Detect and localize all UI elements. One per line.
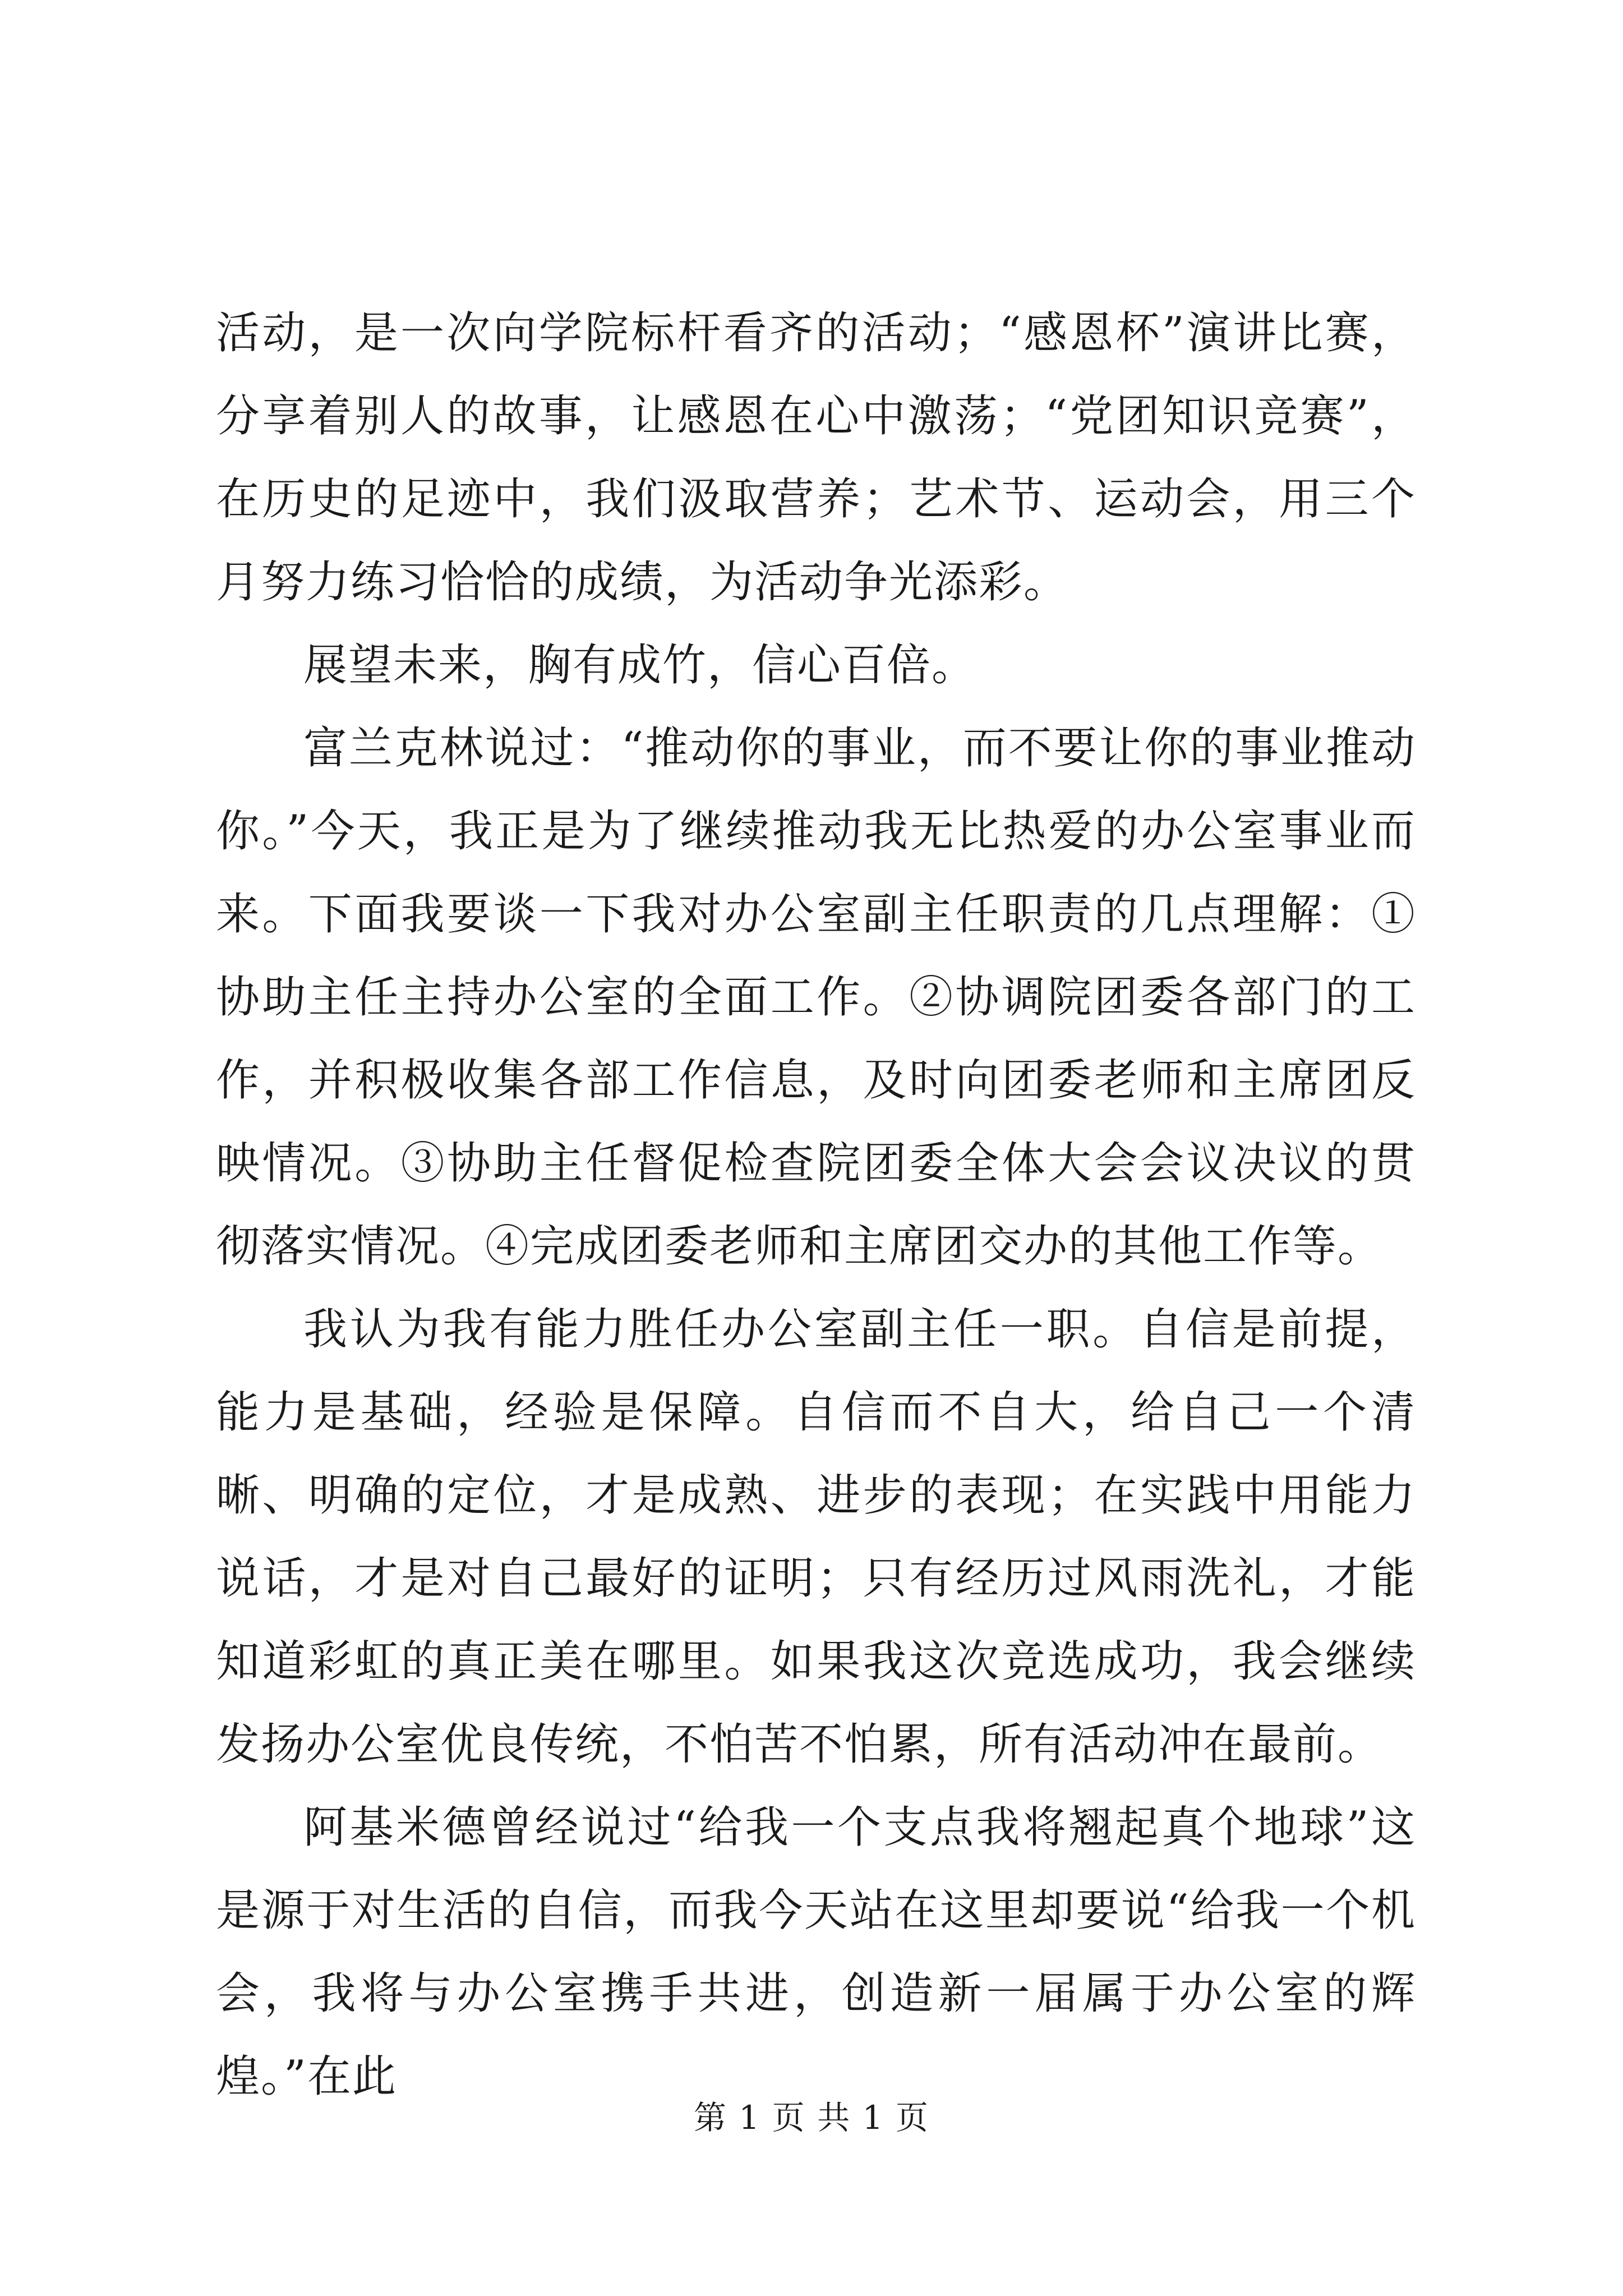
paragraph-archimedes: 阿基米德曾经说过“给我一个支点我将翘起真个地球”这是源于对生活的自信，而我今天站在这里却要说“给我一个机会，我将与办公室携手共进，创造新一届属于办公室的辉煌。”在此 [216, 1802, 1416, 2102]
paragraph-continuation: 活动，是一次向学院标杆看齐的活动；“感恩杯”演讲比赛，分享着别人的故事，让感恩在心中激荡；“党团知识竞赛”，在历史的足迹中，我们汲取营养；艺术节、运动会，用三个月努力练习恰恰的成绩，为活动争光添彩。 [216, 308, 1416, 608]
paragraph-franklin-duties: 富兰克林说过：“推动你的事业，而不要让你的事业推动你。”今天，我正是为了继续推动我无比热爱的办公室事业而来。下面我要谈一下我对办公室副主任职责的几点理解：①协助主任主持办公室的全面工作。②协调院团委各部门的工作，并积极收集各部工作信息，及时向团委老师和主席团反映情况。③协助主任督促检查院团委全体大会会议决议的贯彻落实情况。④完成团委老师和主席团交办的其他工作等。 [216, 723, 1416, 1272]
document-body [216, 292, 1416, 2118]
paragraph-outlook: 展望未来，胸有成竹，信心百倍。 [303, 640, 977, 691]
page-footer: 第 1 页 共 1 页 [694, 2099, 929, 2137]
paragraph-qualifications: 我认为我有能力胜任办公室副主任一职。自信是前提，能力是基础，经验是保障。自信而不自大，给自己一个清晰、明确的定位，才是成熟、进步的表现；在实践中用能力说话，才是对自己最好的证明；只有经历过风雨洗礼，才能知道彩虹的真正美在哪里。如果我这次竞选成功，我会继续发扬办公室优良传统，不怕苦不怕累，所有活动冲在最前。 [216, 1304, 1416, 1770]
